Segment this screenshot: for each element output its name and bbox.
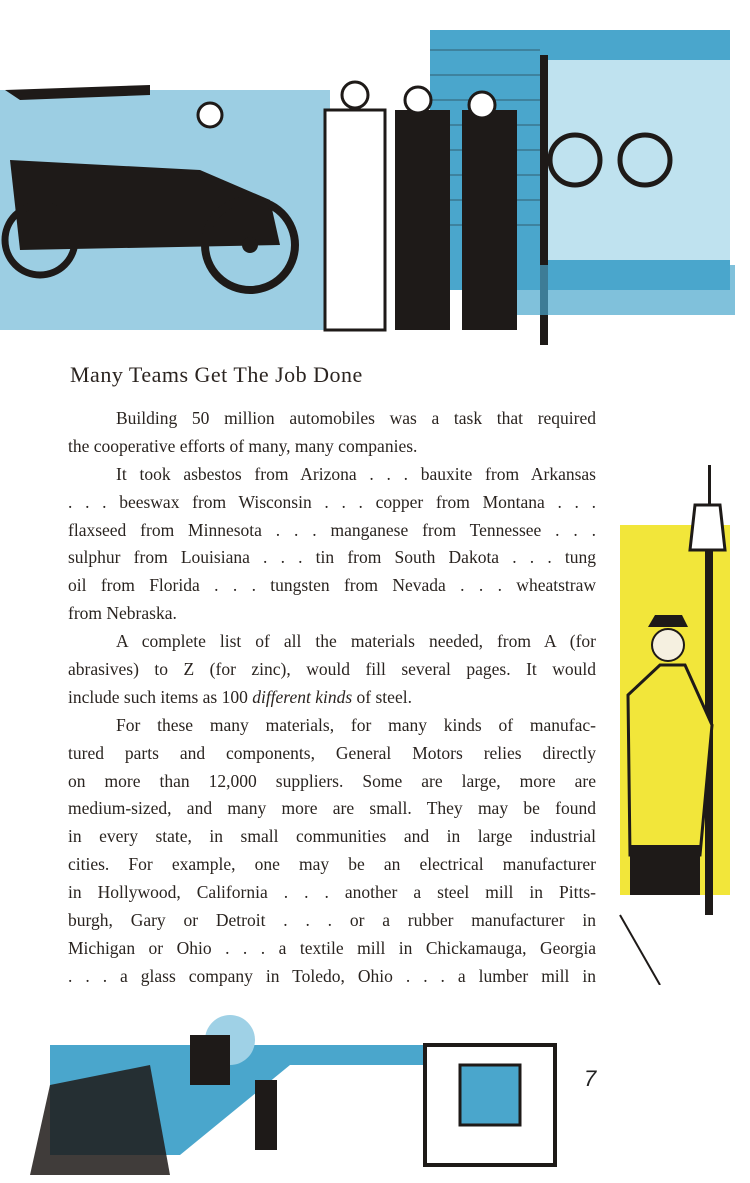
right-illustration-woman-lamppost <box>600 465 750 985</box>
text-line: burgh, Gary or Detroit . . . or a rubber manufacturer in <box>68 910 596 931</box>
text-line: abrasives) to Z (for zinc), would fill several pages. It would <box>68 659 596 680</box>
text-line: cities. For example, one may be an electrical manufacturer <box>68 854 596 875</box>
text-line: . . . a glass company in Toledo, Ohio . . . a lumber mill in <box>68 965 596 986</box>
text-line: It took asbestos from Arizona . . . bauxite from Arkansas <box>116 463 596 484</box>
page-title: Many Teams Get The Job Done <box>70 362 363 387</box>
text-line: medium-sized, and many more are small. They may be found <box>68 798 596 819</box>
top-illustration-car-and-people <box>0 30 740 350</box>
text: include such items as 100 <box>68 686 253 707</box>
text-line: flaxseed from Minnesota . . . manganese from Tennessee . . . <box>68 519 596 540</box>
text-line: on more than 12,000 suppliers. Some are large, more are <box>68 770 596 791</box>
text-line: A complete list of all the materials needed, from A (for <box>116 631 596 652</box>
article-body <box>68 405 596 991</box>
text-line: Michigan or Ohio . . . a textile mill in Chickamauga, Georgia <box>68 937 596 958</box>
text-line: . . . beeswax from Wisconsin . . . copper from Montana . . . <box>68 491 596 512</box>
text-line: For these many materials, for many kinds of manufac- <box>116 714 596 735</box>
bottom-illustration-beach-scene <box>30 1005 570 1180</box>
text-line: Building 50 million automobiles was a task that required <box>116 408 596 428</box>
text-line: from Nebraska. <box>68 603 177 624</box>
text-line: in every state, in small communities and in large industrial <box>68 826 596 847</box>
text-line: oil from Florida . . . tungsten from Nevada . . . wheatstraw <box>68 575 596 596</box>
text: of steel. <box>352 686 412 707</box>
page-number: 7 <box>584 1066 597 1091</box>
text-line-steel <box>68 684 596 712</box>
text-line: the cooperative efforts of many, many companies. <box>68 435 418 456</box>
text-line: in Hollywood, California . . . another a steel mill in Pitts- <box>68 882 596 903</box>
text-line: tured parts and components, General Motors relies directly <box>68 742 596 763</box>
text-line: sulphur from Louisiana . . . tin from South Dakota . . . tung <box>68 547 596 568</box>
emphasis: different kinds <box>252 686 353 707</box>
